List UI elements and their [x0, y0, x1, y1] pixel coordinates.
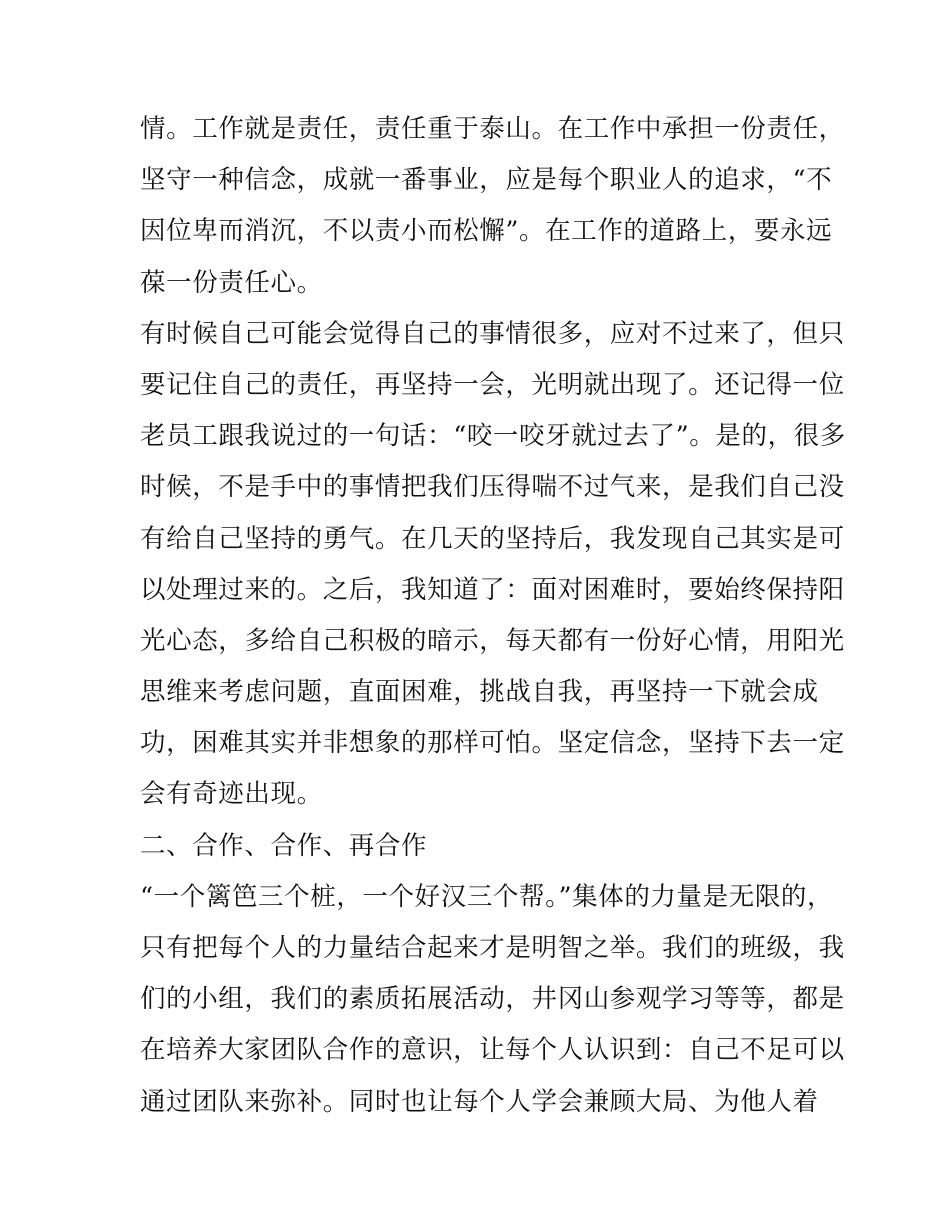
text-line: 以处理过来的。之后，我知道了：面对困难时，要始终保持阳 [140, 574, 845, 605]
text-line: 时候，不是手中的事情把我们压得喘不过气来，是我们自己没 [140, 472, 845, 503]
text-line: 葆一份责任心。 [140, 267, 323, 298]
text-line: 有给自己坚持的勇气。在几天的坚持后，我发现自己其实是可 [140, 523, 845, 554]
text-line: 功，困难其实并非想象的那样可怕。坚定信念，坚持下去一定 [140, 728, 845, 759]
section-heading: 二、合作、合作、再合作 [140, 830, 428, 861]
text-line: 们的小组，我们的素质拓展活动，井冈山参观学习等等，都是 [140, 984, 845, 1015]
text-line: 有时候自己可能会觉得自己的事情很多，应对不过来了，但只 [140, 318, 845, 349]
text-line: 因位卑而消沉，不以责小而松懈”。在工作的道路上，要永远 [140, 216, 833, 247]
document-body [140, 104, 846, 1128]
text-line: 只有把每个人的力量结合起来才是明智之举。我们的班级，我 [140, 933, 845, 963]
text-line: 坚守一种信念，成就一番事业，应是每个职业人的追求，“不 [140, 165, 833, 196]
text-line: 通过团队来弥补。同时也让每个人学会兼顾大局、为他人着 [140, 1086, 819, 1117]
text-line: 要记住自己的责任，再坚持一会，光明就出现了。还记得一位 [140, 369, 845, 400]
text-line: 情。工作就是责任，责任重于泰山。在工作中承担一份责任， [140, 114, 845, 144]
text-line: 在培养大家团队合作的意识，让每个人认识到：自己不足可以 [140, 1035, 845, 1066]
text-line: “一个篱笆三个桩，一个好汉三个帮。”集体的力量是无限的， [140, 881, 834, 912]
text-line: 老员工跟我说过的一句话：“咬一咬牙就过去了”。是的，很多 [140, 421, 846, 452]
text-line: 光心态，多给自己积极的暗示，每天都有一份好心情，用阳光 [140, 625, 845, 656]
text-line: 会有奇迹出现。 [140, 779, 323, 810]
text-line: 思维来考虑问题，直面困难，挑战自我，再坚持一下就会成 [140, 677, 819, 708]
